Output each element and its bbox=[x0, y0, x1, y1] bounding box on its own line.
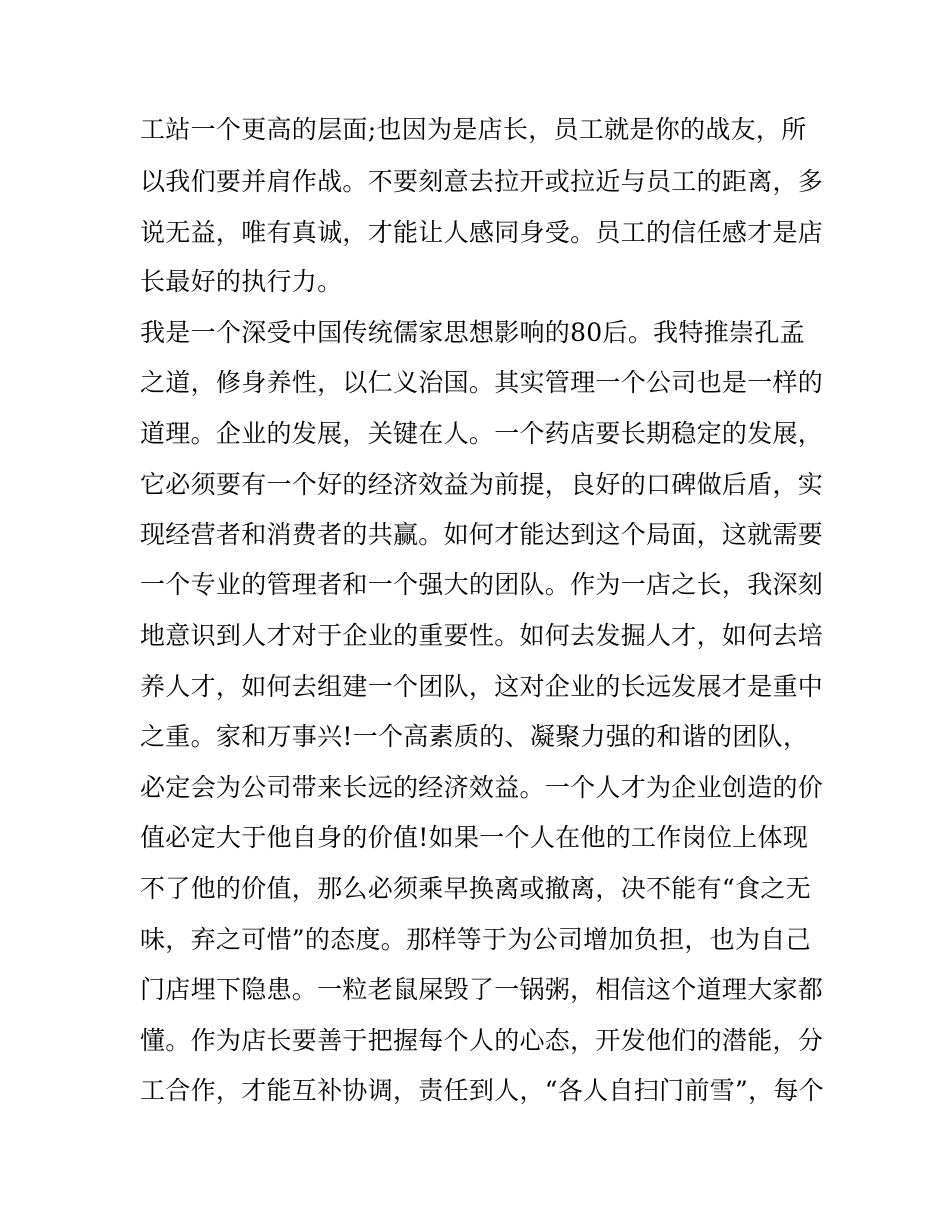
text-line: 我是一个深受中国传统儒家思想影响的80后。我特推崇孔孟 bbox=[140, 318, 805, 347]
text-line: 它必须要有一个好的经济效益为前提，良好的口碑做后盾，实 bbox=[140, 470, 824, 499]
text-line: 门店埋下隐患。一粒老鼠屎毁了一锅粥，相信这个道理大家都 bbox=[140, 975, 824, 1004]
text-line: 以我们要并肩作战。不要刻意去拉开或拉近与员工的距离，多 bbox=[140, 167, 824, 196]
text-line: 之道，修身养性，以仁义治国。其实管理一个公司也是一样的 bbox=[140, 368, 824, 397]
text-line: 现经营者和消费者的共赢。如何才能达到这个局面，这就需要 bbox=[140, 520, 824, 549]
text-line: 说无益，唯有真诚，才能让人感同身受。员工的信任感才是店 bbox=[140, 218, 824, 247]
text-line: 工站一个更高的层面;也因为是店长，员工就是你的战友，所 bbox=[140, 115, 807, 144]
text-line: 不了他的价值，那么必须乘早换离或撤离，决不能有“食之无 bbox=[140, 874, 811, 903]
text-line: 养人才，如何去组建一个团队，这对企业的长远发展才是重中 bbox=[140, 672, 824, 701]
text-line: 懂。作为店长要善于把握每个人的心态，开发他们的潜能，分 bbox=[140, 1026, 824, 1055]
text-line: 必定会为公司带来长远的经济效益。一个人才为企业创造的价 bbox=[140, 773, 824, 802]
text-line: 味，弃之可惜”的态度。那样等于为公司增加负担，也为自己 bbox=[140, 925, 811, 954]
text-line: 长最好的执行力。 bbox=[140, 267, 343, 296]
text-line: 值必定大于他自身的价值!如果一个人在他的工作岗位上体现 bbox=[140, 823, 809, 852]
text-line: 一个专业的管理者和一个强大的团队。作为一店之长，我深刻 bbox=[140, 570, 824, 599]
text-line: 之重。家和万事兴!一个高素质的、凝聚力强的和谐的团队， bbox=[140, 722, 809, 751]
text-line: 道理。企业的发展，关键在人。一个药店要长期稳定的发展， bbox=[140, 419, 824, 448]
text-line: 地意识到人才对于企业的重要性。如何去发掘人才，如何去培 bbox=[140, 621, 824, 650]
text-line: 工合作，才能互补协调，责任到人，“各人自扫门前雪”，每个 bbox=[140, 1076, 824, 1105]
